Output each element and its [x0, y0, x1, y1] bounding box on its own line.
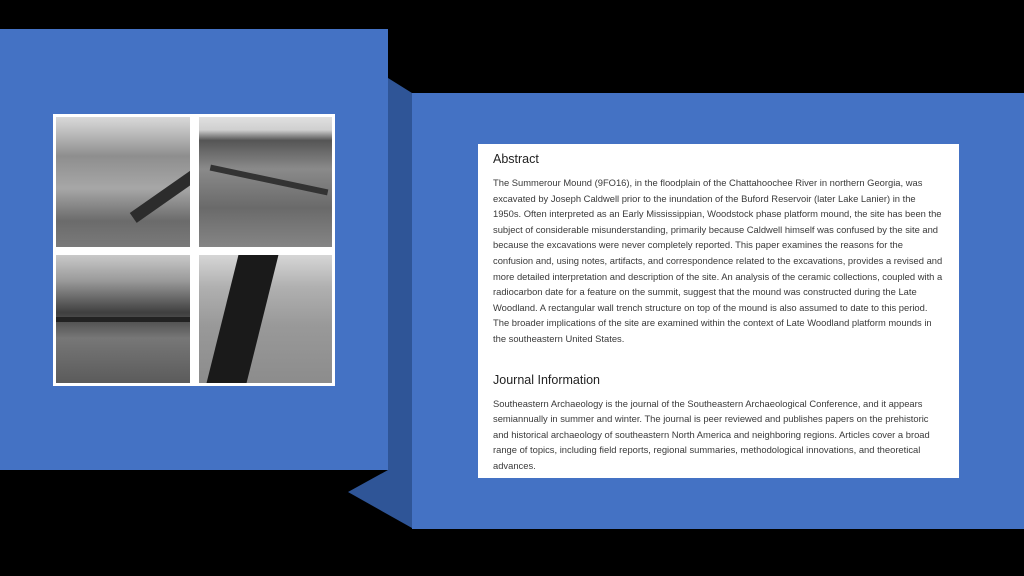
- abstract-card: [478, 144, 959, 478]
- trench-shape: [56, 317, 190, 322]
- excavation-photo-4: [199, 255, 332, 383]
- trench-shape: [210, 165, 329, 196]
- photo-grid: [53, 114, 335, 386]
- excavation-photo-2: [199, 117, 332, 247]
- excavation-photo-3: [56, 255, 190, 383]
- trench-shape: [204, 255, 279, 383]
- trench-shape: [130, 167, 190, 223]
- journal-info-body: Southeastern Archaeology is the journal of the Southeastern Archaeological Conference, and it appears semiannually in summer and winter. The journal is peer reviewed and publishes papers on the prehistoric and historical archaeology of southeastern North America and neighboring regions. Articles cover a broad range of topics, including field reports, regional summaries, methodological innovations, and theoretical advances.: [493, 397, 930, 471]
- abstract-heading: Abstract: [493, 152, 539, 166]
- panel-fold-bottom: [348, 470, 412, 528]
- journal-info-heading: Journal Information: [493, 372, 601, 387]
- excavation-photo-1: [56, 117, 190, 247]
- abstract-body: The Summerour Mound (9FO16), in the floodplain of the Chattahoochee River in northern Georgia, was excavated by Joseph Caldwell prior to the inundation of the Buford Reservoir (later Lake Lanier) in the 1950s. Often interpreted as an Early Mississippian, Woodstock phase platform mound, the site has been the subject of considerable misunderstanding, primarily because Caldwell himself was confused by the site and because the excavations were never completely reported. This paper examines the reasons for the confusion and, using notes, artifacts, and correspondence related to the excavations, provides a revised and more detailed interpretation and description of the site. An analysis of the ceramic collections, coupled with a radiocarbon date for a feature on the summit, suggest that the mound was constructed during the Late Woodland. A rectangular wall trench structure on top of the mound is also assumed to date to this period. The broader implications of the site are examined within the context of Late Woodland platform mounds in the southeastern United States.: [493, 177, 943, 344]
- panel-fold: [388, 78, 412, 528]
